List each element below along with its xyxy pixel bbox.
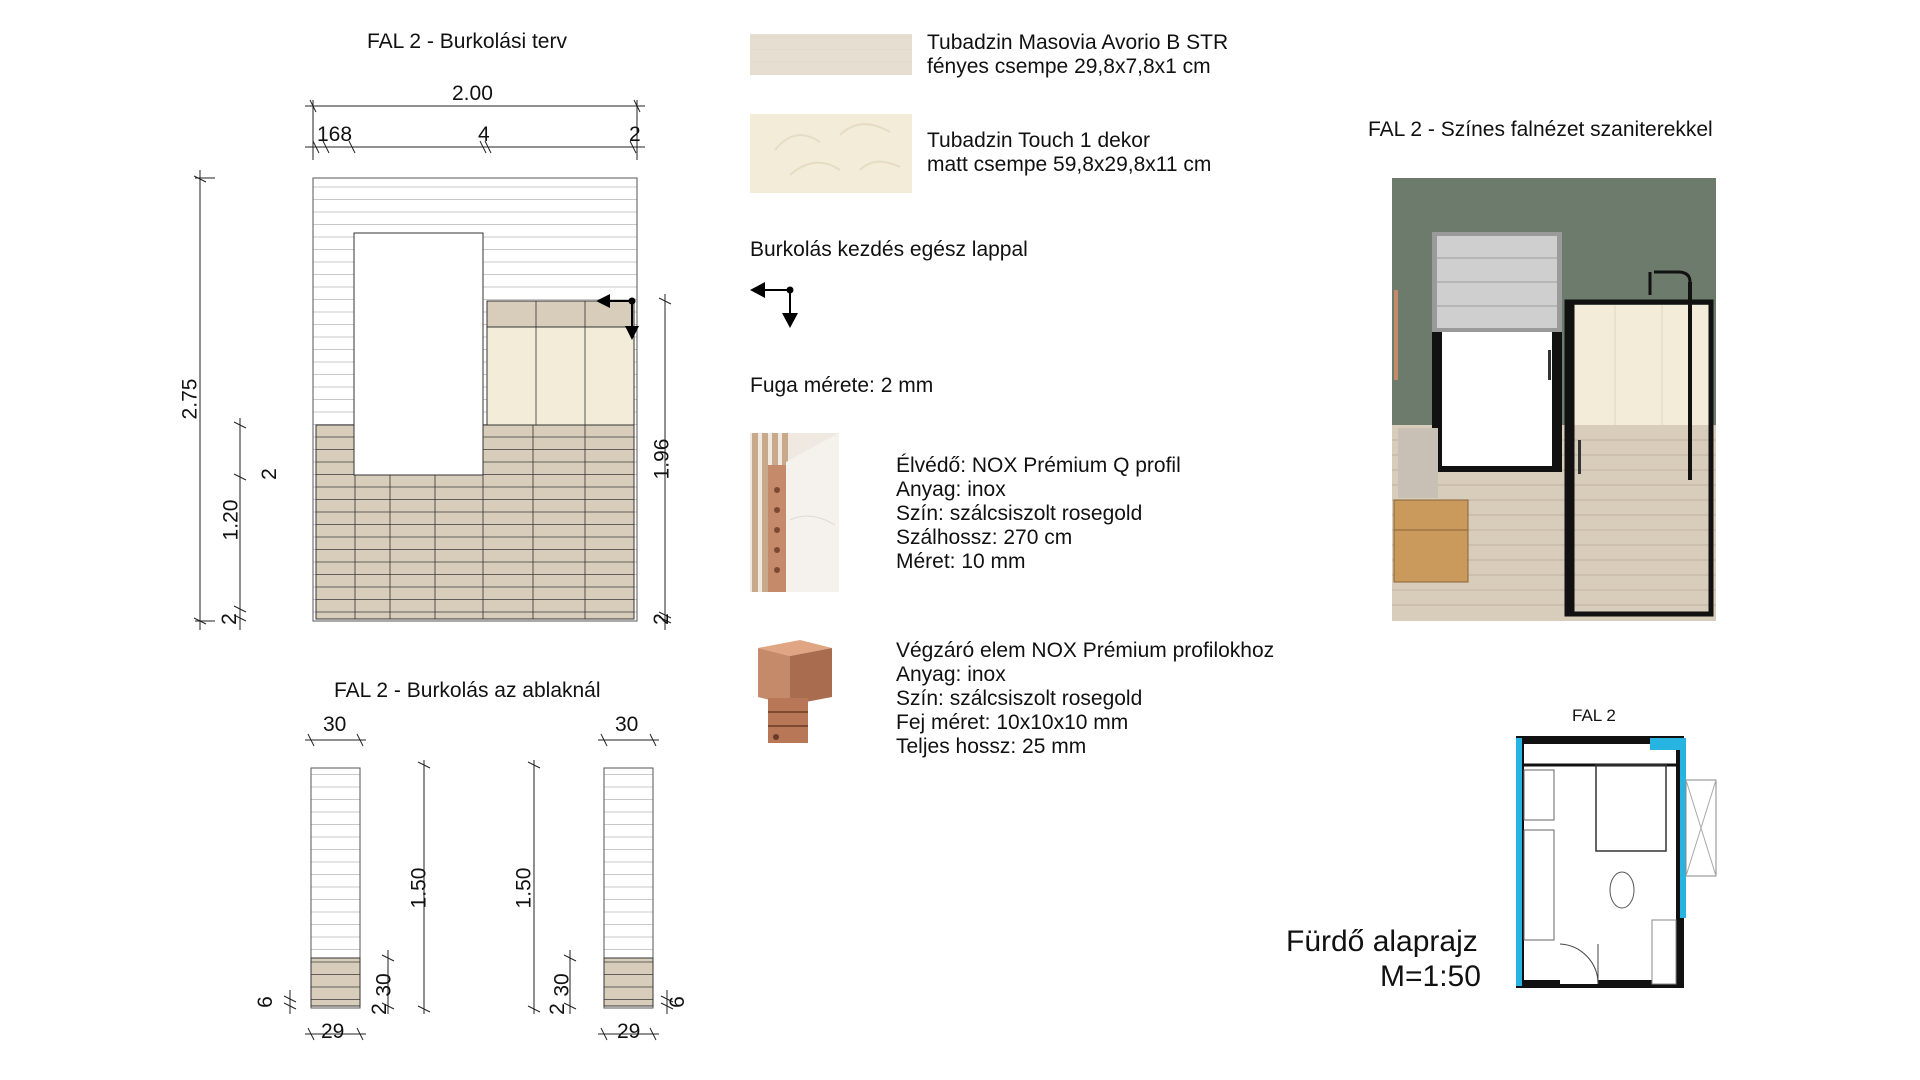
tile1-line2: fényes csempe 29,8x7,8x1 cm bbox=[927, 55, 1211, 78]
profile-description bbox=[896, 454, 1181, 574]
tile2-line2: matt csempe 59,8x29,8x11 cm bbox=[927, 153, 1212, 176]
plan-scale: M=1:50 bbox=[1380, 960, 1481, 993]
bathroom-floor-plan bbox=[1516, 738, 1716, 986]
dim-left-120: 1.20 bbox=[219, 499, 243, 541]
tile-swatch-touch bbox=[750, 114, 912, 193]
tile1-line1: Tubadzin Masovia Avorio B STR bbox=[927, 31, 1229, 54]
window-left-h30: 30 bbox=[372, 973, 396, 997]
window-left-bottom: 29 bbox=[321, 1020, 345, 1043]
endcap-photo bbox=[758, 640, 832, 743]
profile-line: Méret: 10 mm bbox=[896, 550, 1026, 573]
color-wall-render bbox=[1392, 178, 1716, 621]
window-right-h30: 30 bbox=[550, 973, 574, 997]
elevation-title: FAL 2 - Burkolási terv bbox=[367, 30, 567, 53]
plan-wall-label: FAL 2 bbox=[1572, 706, 1616, 725]
endcap-line: Teljes hossz: 25 mm bbox=[896, 735, 1087, 758]
window-left-2: 2 bbox=[367, 1003, 391, 1015]
profile-line: Anyag: inox bbox=[896, 478, 1006, 501]
window-left-h150: 1.50 bbox=[407, 867, 431, 909]
endcap-line: Fej méret: 10x10x10 mm bbox=[896, 711, 1129, 734]
dim-left-2b: 2 bbox=[217, 613, 241, 625]
window-left-top: 30 bbox=[323, 713, 347, 736]
tile2-line1: Tubadzin Touch 1 dekor bbox=[927, 129, 1150, 152]
endcap-line: Szín: szálcsiszolt rosegold bbox=[896, 687, 1143, 710]
endcap-description bbox=[896, 639, 1274, 759]
tile-swatch-masovia bbox=[750, 34, 912, 75]
window-right-6: 6 bbox=[665, 996, 689, 1008]
dim-top-right: 2 bbox=[629, 123, 641, 146]
dim-top-left: 168 bbox=[317, 123, 353, 146]
start-label: Burkolás kezdés egész lappal bbox=[750, 238, 1028, 261]
window-left-6: 6 bbox=[253, 996, 277, 1008]
render-title: FAL 2 - Színes falnézet szaniterekkel bbox=[1368, 118, 1713, 141]
dim-height: 2.75 bbox=[178, 378, 202, 420]
dim-left-2a: 2 bbox=[257, 468, 281, 480]
grout-label: Fuga mérete: 2 mm bbox=[750, 374, 934, 397]
endcap-line: Végzáró elem NOX Prémium profilokhoz bbox=[896, 639, 1275, 662]
dim-right-196: 1.96 bbox=[650, 438, 674, 480]
dim-width: 2.00 bbox=[452, 82, 493, 105]
profile-line: Élvédő: NOX Prémium Q profil bbox=[896, 454, 1181, 477]
profile-photo bbox=[750, 433, 839, 592]
wall-elevation bbox=[313, 178, 639, 621]
window-right-2: 2 bbox=[545, 1003, 569, 1015]
endcap-line: Anyag: inox bbox=[896, 663, 1006, 686]
profile-line: Szálhossz: 270 cm bbox=[896, 526, 1073, 549]
window-detail-title: FAL 2 - Burkolás az ablaknál bbox=[334, 679, 601, 702]
dim-right-2: 2 bbox=[649, 613, 673, 625]
profile-line: Szín: szálcsiszolt rosegold bbox=[896, 502, 1143, 525]
dim-top-mid: 4 bbox=[478, 123, 490, 146]
tile2-description bbox=[927, 129, 1211, 177]
start-direction-icon bbox=[750, 282, 798, 328]
window-right-h150: 1.50 bbox=[512, 867, 536, 909]
window-right-top: 30 bbox=[615, 713, 639, 736]
plan-title: Fürdő alaprajz bbox=[1286, 925, 1478, 958]
tile1-description bbox=[927, 31, 1228, 79]
window-right-bottom: 29 bbox=[617, 1020, 641, 1043]
